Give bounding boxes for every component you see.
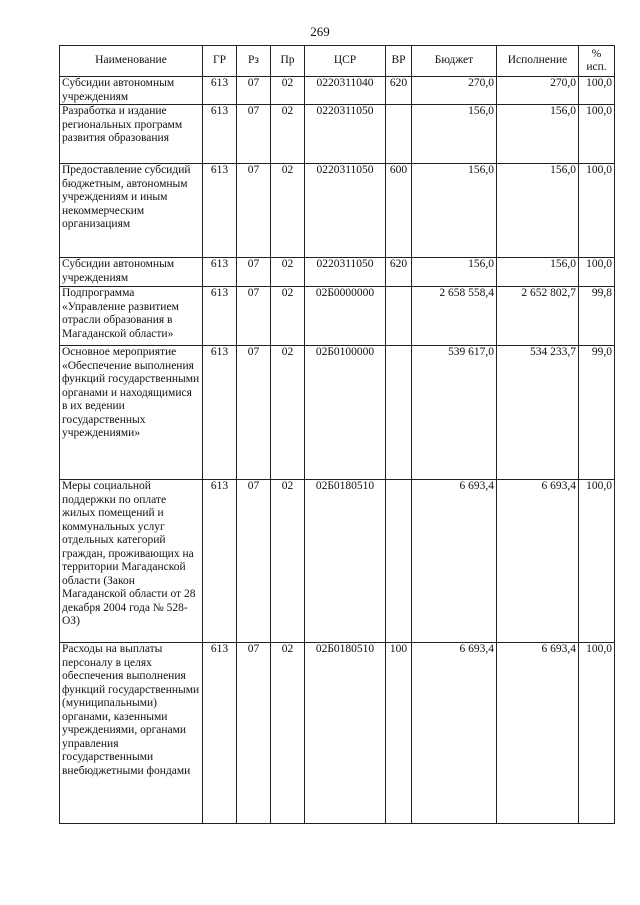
row-vr: 620	[386, 77, 412, 105]
row-pr: 02	[271, 105, 305, 164]
row-execution: 534 233,7	[497, 346, 579, 480]
col-header-pct-label: исп.	[586, 61, 607, 73]
row-budget: 2 658 558,4	[412, 287, 497, 346]
row-vr	[386, 480, 412, 643]
row-pr: 02	[271, 346, 305, 480]
row-name: Подпрограмма «Управление развитием отрасли образования в Магаданской области»	[60, 287, 203, 346]
col-header-budget: Бюджет	[412, 46, 497, 77]
row-gr: 613	[203, 105, 237, 164]
row-pct: 100,0	[579, 480, 615, 643]
table-row	[60, 346, 615, 480]
row-rz: 07	[237, 346, 271, 480]
row-vr	[386, 287, 412, 346]
row-csr: 02Б0000000	[305, 287, 386, 346]
row-name: Расходы на выплаты персоналу в целях обеспечения выполнения функций государственными (муниципальными) органами, казенными учреждениями, органами управления государственными внебюджетными фондами	[60, 643, 203, 824]
row-gr: 613	[203, 287, 237, 346]
row-pr: 02	[271, 164, 305, 258]
row-budget: 156,0	[412, 164, 497, 258]
row-execution: 2 652 802,7	[497, 287, 579, 346]
row-pr: 02	[271, 287, 305, 346]
row-execution: 6 693,4	[497, 643, 579, 824]
row-budget: 6 693,4	[412, 480, 497, 643]
row-budget: 539 617,0	[412, 346, 497, 480]
row-pr: 02	[271, 480, 305, 643]
row-gr: 613	[203, 258, 237, 287]
table-row	[60, 287, 615, 346]
row-name: Меры социальной поддержки по оплате жилых помещений и коммунальных услуг отдельных категорий граждан, проживающих на территории Магаданской области (Закон Магаданской области от 28 декабря 2004 года № 528-ОЗ)	[60, 480, 203, 643]
row-csr: 02Б0180510	[305, 480, 386, 643]
row-gr: 613	[203, 346, 237, 480]
row-pct: 100,0	[579, 643, 615, 824]
row-gr: 613	[203, 77, 237, 105]
row-execution: 156,0	[497, 105, 579, 164]
row-budget: 6 693,4	[412, 643, 497, 824]
row-budget: 156,0	[412, 105, 497, 164]
col-header-rz: Рз	[237, 46, 271, 77]
row-pr: 02	[271, 77, 305, 105]
row-name: Разработка и издание региональных программ развития образования	[60, 105, 203, 164]
col-header-execution: Исполнение	[497, 46, 579, 77]
row-rz: 07	[237, 164, 271, 258]
row-gr: 613	[203, 164, 237, 258]
row-pr: 02	[271, 643, 305, 824]
row-csr: 0220311050	[305, 164, 386, 258]
row-pr: 02	[271, 258, 305, 287]
row-execution: 156,0	[497, 258, 579, 287]
row-vr: 600	[386, 164, 412, 258]
table-row	[60, 480, 615, 643]
row-name: Субсидии автономным учреждениям	[60, 258, 203, 287]
page-number: 269	[310, 24, 330, 39]
row-name: Предоставление субсидий бюджетным, автономным учреждениям и иным некоммерческим организациям	[60, 164, 203, 258]
row-budget: 156,0	[412, 258, 497, 287]
col-header-vr: ВР	[386, 46, 412, 77]
row-vr	[386, 105, 412, 164]
col-header-gr: ГР	[203, 46, 237, 77]
row-execution: 156,0	[497, 164, 579, 258]
col-header-name: Наименование	[60, 46, 203, 77]
row-budget: 270,0	[412, 77, 497, 105]
row-vr: 620	[386, 258, 412, 287]
row-pct: 100,0	[579, 164, 615, 258]
row-rz: 07	[237, 77, 271, 105]
row-execution: 270,0	[497, 77, 579, 105]
row-vr: 100	[386, 643, 412, 824]
row-gr: 613	[203, 480, 237, 643]
row-pct: 100,0	[579, 77, 615, 105]
row-rz: 07	[237, 105, 271, 164]
row-csr: 02Б0180510	[305, 643, 386, 824]
row-pct: 100,0	[579, 258, 615, 287]
row-csr: 02Б0100000	[305, 346, 386, 480]
row-gr: 613	[203, 643, 237, 824]
row-pct: 100,0	[579, 105, 615, 164]
col-header-csr: ЦСР	[305, 46, 386, 77]
budget-table	[59, 45, 615, 824]
row-rz: 07	[237, 258, 271, 287]
col-header-pct	[579, 46, 615, 77]
row-csr: 0220311050	[305, 105, 386, 164]
table-row	[60, 164, 615, 258]
table-row	[60, 105, 615, 164]
row-rz: 07	[237, 287, 271, 346]
row-vr	[386, 346, 412, 480]
row-name: Субсидии автономным учреждениям	[60, 77, 203, 105]
row-rz: 07	[237, 480, 271, 643]
table-row	[60, 258, 615, 287]
col-header-pr: Пр	[271, 46, 305, 77]
row-execution: 6 693,4	[497, 480, 579, 643]
row-csr: 0220311040	[305, 77, 386, 105]
row-pct: 99,0	[579, 346, 615, 480]
row-pct: 99,8	[579, 287, 615, 346]
row-name: Основное мероприятие «Обеспечение выполнения функций государственными органами и находящимися в их ведении государственных учреждениями»	[60, 346, 203, 480]
table-row	[60, 643, 615, 824]
row-rz: 07	[237, 643, 271, 824]
table-header	[60, 46, 615, 77]
row-csr: 0220311050	[305, 258, 386, 287]
col-header-pct-symbol: %	[591, 48, 602, 60]
table-row	[60, 77, 615, 105]
